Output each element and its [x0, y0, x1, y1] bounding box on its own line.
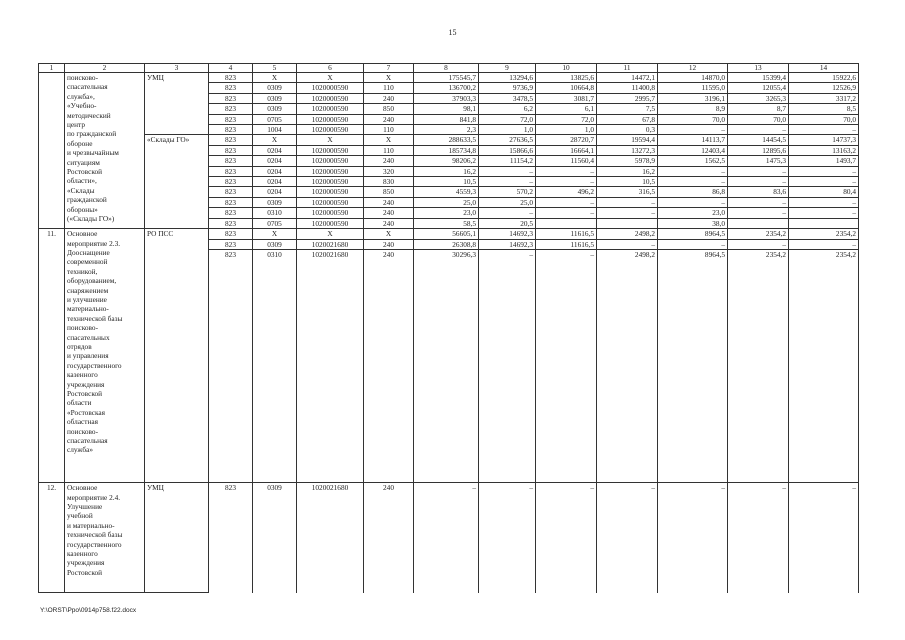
cell-c4: 823: [209, 218, 253, 228]
header-row: [39, 64, 859, 73]
table-row: [39, 249, 859, 482]
cell-c4: 823: [209, 229, 253, 239]
cell-c11: 16,2: [597, 166, 658, 176]
cell-c13: –: [728, 483, 789, 593]
cell-c14: 1493,7: [789, 156, 859, 166]
cell-c6: Х: [297, 73, 364, 83]
cell-c13: 2354,2: [728, 249, 789, 482]
cell-c11: 7,5: [597, 104, 658, 114]
cell-c10: 13825,6: [536, 73, 597, 83]
table-row: [39, 73, 859, 83]
cell-c5: 0309: [253, 197, 297, 207]
cell-c5: 0309: [253, 483, 297, 593]
cell-c14: 80,4: [789, 187, 859, 197]
cell-c9: –: [479, 208, 536, 218]
cell-c5: Х: [253, 73, 297, 83]
cell-c8: 10,5: [414, 177, 479, 187]
cell-c6: 1020000590: [297, 125, 364, 135]
cell-c12: 38,0: [658, 218, 728, 228]
table-row: [39, 187, 859, 197]
cell-c10: 10664,8: [536, 83, 597, 93]
executor: [145, 187, 209, 197]
cell-c11: 2498,2: [597, 229, 658, 239]
cell-c13: –: [728, 125, 789, 135]
footer-file-path: Y:\ORST\Ppo\0914p758.f22.docx: [40, 607, 137, 614]
cell-c6: 1020000590: [297, 218, 364, 228]
cell-c13: 8,7: [728, 104, 789, 114]
cell-c4: 823: [209, 145, 253, 155]
cell-c8: 2,3: [414, 125, 479, 135]
table-row: [39, 83, 859, 93]
cell-c6: 1020000590: [297, 177, 364, 187]
cell-c13: 70,0: [728, 114, 789, 124]
cell-c12: 12403,4: [658, 145, 728, 155]
cell-c5: 0310: [253, 249, 297, 482]
column-number-1: 1: [39, 64, 65, 73]
executor: [145, 156, 209, 166]
budget-table: [38, 63, 859, 593]
cell-c14: –: [789, 197, 859, 207]
cell-c13: –: [728, 166, 789, 176]
table-body: [39, 64, 859, 593]
cell-c12: 3196,1: [658, 93, 728, 103]
cell-c11: –: [597, 197, 658, 207]
cell-c13: 15399,4: [728, 73, 789, 83]
executor: «Склады ГО»: [145, 135, 209, 145]
table-row: [39, 483, 859, 593]
cell-c14: –: [789, 239, 859, 249]
cell-c5: 0309: [253, 83, 297, 93]
cell-c13: 12055,4: [728, 83, 789, 93]
cell-c4: 823: [209, 114, 253, 124]
cell-c5: 0705: [253, 114, 297, 124]
cell-c4: 823: [209, 166, 253, 176]
cell-c12: –: [658, 197, 728, 207]
column-number-12: 12: [658, 64, 728, 73]
cell-c11: –: [597, 239, 658, 249]
column-number-3: 3: [145, 64, 209, 73]
table-row: [39, 208, 859, 218]
cell-c9: 11154,2: [479, 156, 536, 166]
cell-c8: 98206,2: [414, 156, 479, 166]
cell-c13: –: [728, 208, 789, 218]
cell-c5: 0310: [253, 208, 297, 218]
cell-c11: 13272,3: [597, 145, 658, 155]
cell-c4: 823: [209, 239, 253, 249]
column-number-5: 5: [253, 64, 297, 73]
table-row: [39, 93, 859, 103]
executor: [145, 208, 209, 218]
cell-c12: 23,0: [658, 208, 728, 218]
cell-c12: 11595,0: [658, 83, 728, 93]
cell-c10: –: [536, 483, 597, 593]
cell-c14: 12526,9: [789, 83, 859, 93]
cell-c9: –: [479, 249, 536, 482]
cell-c6: 1020000590: [297, 145, 364, 155]
cell-c14: –: [789, 125, 859, 135]
cell-c5: 0204: [253, 177, 297, 187]
cell-c4: 823: [209, 135, 253, 145]
cell-c7: 850: [364, 187, 414, 197]
cell-c11: 0,3: [597, 125, 658, 135]
cell-c8: 37903,3: [414, 93, 479, 103]
cell-c11: 5978,9: [597, 156, 658, 166]
table-row: [39, 177, 859, 187]
cell-c6: Х: [297, 135, 364, 145]
row-number: [39, 73, 65, 229]
cell-c8: 98,1: [414, 104, 479, 114]
cell-c10: 16664,1: [536, 145, 597, 155]
cell-c9: 6,2: [479, 104, 536, 114]
cell-c13: 83,6: [728, 187, 789, 197]
cell-c12: 8964,5: [658, 229, 728, 239]
cell-c11: –: [597, 483, 658, 593]
cell-c5: 0204: [253, 156, 297, 166]
executor: [145, 249, 209, 482]
cell-c11: 2498,2: [597, 249, 658, 482]
executor: [145, 145, 209, 155]
cell-c7: 240: [364, 197, 414, 207]
cell-c11: [597, 218, 658, 228]
cell-c6: 1020000590: [297, 197, 364, 207]
cell-c8: 185734,8: [414, 145, 479, 155]
cell-c6: 1020000590: [297, 114, 364, 124]
table-row: [39, 156, 859, 166]
cell-c8: 30296,3: [414, 249, 479, 482]
cell-c11: 10,5: [597, 177, 658, 187]
executor: УМЦ: [145, 483, 209, 593]
measure-description: поисково- спасательная служба», «Учебно- методический центр по гражданской обороне и чрезвычайным ситуациям Ростовской области», «Склады гражданской обороны» («Склады ГО»): [65, 73, 145, 229]
cell-c8: 136700,2: [414, 83, 479, 93]
cell-c4: 823: [209, 156, 253, 166]
cell-c12: –: [658, 177, 728, 187]
cell-c14: –: [789, 208, 859, 218]
cell-c5: 0705: [253, 218, 297, 228]
executor: УМЦ: [145, 73, 209, 83]
cell-c11: –: [597, 208, 658, 218]
cell-c7: Х: [364, 135, 414, 145]
cell-c12: 86,8: [658, 187, 728, 197]
cell-c13: –: [728, 177, 789, 187]
cell-c6: 1020000590: [297, 156, 364, 166]
cell-c7: 110: [364, 83, 414, 93]
cell-c10: 1,0: [536, 125, 597, 135]
cell-c8: –: [414, 483, 479, 593]
executor: РО ПСС: [145, 229, 209, 239]
cell-c11: 11400,8: [597, 83, 658, 93]
cell-c10: –: [536, 197, 597, 207]
cell-c12: 8964,5: [658, 249, 728, 482]
cell-c10: 11560,4: [536, 156, 597, 166]
executor: [145, 93, 209, 103]
cell-c5: 0204: [253, 145, 297, 155]
column-number-6: 6: [297, 64, 364, 73]
cell-c12: 14113,7: [658, 135, 728, 145]
cell-c4: 823: [209, 483, 253, 593]
cell-c11: 2995,7: [597, 93, 658, 103]
cell-c9: 13294,6: [479, 73, 536, 83]
cell-c12: 70,0: [658, 114, 728, 124]
cell-c14: 2354,2: [789, 229, 859, 239]
column-number-7: 7: [364, 64, 414, 73]
cell-c7: 830: [364, 177, 414, 187]
cell-c8: 288633,5: [414, 135, 479, 145]
cell-c14: –: [789, 177, 859, 187]
cell-c9: –: [479, 166, 536, 176]
cell-c13: 12895,6: [728, 145, 789, 155]
cell-c14: 2354,2: [789, 249, 859, 482]
cell-c7: 110: [364, 125, 414, 135]
cell-c12: –: [658, 239, 728, 249]
cell-c13: –: [728, 239, 789, 249]
cell-c14: 70,0: [789, 114, 859, 124]
cell-c12: –: [658, 125, 728, 135]
measure-description: Основное мероприятие 2.3. Дооснащение современной техникой, оборудованием, снаряжением и улучшение материально- технической базы поисково- спасательных отрядов и управления государственного казенного учреждения Ростовской области «Ростовская областная поисково- спасательная служба»: [65, 229, 145, 483]
cell-c7: 320: [364, 166, 414, 176]
cell-c4: 823: [209, 125, 253, 135]
cell-c9: 570,2: [479, 187, 536, 197]
cell-c13: 14454,5: [728, 135, 789, 145]
cell-c12: 14870,0: [658, 73, 728, 83]
cell-c14: [789, 218, 859, 228]
column-number-8: 8: [414, 64, 479, 73]
cell-c10: 3081,7: [536, 93, 597, 103]
cell-c10: –: [536, 166, 597, 176]
cell-c9: 25,0: [479, 197, 536, 207]
cell-c9: 9736,9: [479, 83, 536, 93]
cell-c5: 0309: [253, 93, 297, 103]
table-row: [39, 197, 859, 207]
cell-c9: –: [479, 177, 536, 187]
table-row: [39, 218, 859, 228]
cell-c8: 841,8: [414, 114, 479, 124]
cell-c5: 0309: [253, 239, 297, 249]
cell-c4: 823: [209, 83, 253, 93]
cell-c7: 240: [364, 208, 414, 218]
cell-c7: Х: [364, 229, 414, 239]
table-row: [39, 229, 859, 239]
cell-c4: 823: [209, 208, 253, 218]
cell-c10: –: [536, 208, 597, 218]
cell-c8: 26308,8: [414, 239, 479, 249]
column-number-10: 10: [536, 64, 597, 73]
cell-c14: 15922,6: [789, 73, 859, 83]
cell-c9: 14692,3: [479, 229, 536, 239]
cell-c4: 823: [209, 73, 253, 83]
cell-c9: 1,0: [479, 125, 536, 135]
cell-c10: 72,0: [536, 114, 597, 124]
cell-c12: –: [658, 166, 728, 176]
cell-c12: 1562,5: [658, 156, 728, 166]
measure-description: Основное мероприятие 2.4. Улучшение учебной и материально- технической базы государственного казенного учреждения Ростовской: [65, 483, 145, 593]
cell-c11: 19594,4: [597, 135, 658, 145]
cell-c10: –: [536, 177, 597, 187]
cell-c8: 25,0: [414, 197, 479, 207]
cell-c14: 8,5: [789, 104, 859, 114]
cell-c4: 823: [209, 93, 253, 103]
cell-c5: 0204: [253, 187, 297, 197]
cell-c8: 175545,7: [414, 73, 479, 83]
cell-c10: 496,2: [536, 187, 597, 197]
table-row: [39, 114, 859, 124]
cell-c13: –: [728, 197, 789, 207]
cell-c12: –: [658, 483, 728, 593]
executor: [145, 239, 209, 249]
column-number-13: 13: [728, 64, 789, 73]
cell-c6: 1020000590: [297, 166, 364, 176]
cell-c5: Х: [253, 135, 297, 145]
cell-c7: 240: [364, 218, 414, 228]
cell-c10: 6,1: [536, 104, 597, 114]
column-number-9: 9: [479, 64, 536, 73]
column-number-4: 4: [209, 64, 253, 73]
cell-c9: 20,5: [479, 218, 536, 228]
cell-c12: 8,9: [658, 104, 728, 114]
executor: [145, 83, 209, 93]
executor: [145, 177, 209, 187]
cell-c4: 823: [209, 197, 253, 207]
cell-c7: 240: [364, 93, 414, 103]
row-number: 12.: [39, 483, 65, 593]
cell-c6: 1020021680: [297, 483, 364, 593]
cell-c13: [728, 218, 789, 228]
cell-c7: 240: [364, 483, 414, 593]
column-number-2: 2: [65, 64, 145, 73]
cell-c7: 240: [364, 249, 414, 482]
column-number-14: 14: [789, 64, 859, 73]
executor: [145, 104, 209, 114]
cell-c13: 1475,3: [728, 156, 789, 166]
cell-c9: 72,0: [479, 114, 536, 124]
table-row: [39, 135, 859, 145]
executor: [145, 125, 209, 135]
cell-c7: 240: [364, 156, 414, 166]
row-number: 11.: [39, 229, 65, 483]
cell-c6: 1020021680: [297, 249, 364, 482]
cell-c8: 16,2: [414, 166, 479, 176]
cell-c4: 823: [209, 249, 253, 482]
cell-c9: 14692,3: [479, 239, 536, 249]
cell-c14: –: [789, 483, 859, 593]
cell-c11: 67,8: [597, 114, 658, 124]
cell-c9: –: [479, 483, 536, 593]
cell-c10: [536, 218, 597, 228]
cell-c7: 850: [364, 104, 414, 114]
cell-c6: 1020000590: [297, 93, 364, 103]
cell-c7: 110: [364, 145, 414, 155]
cell-c4: 823: [209, 177, 253, 187]
cell-c9: 27636,5: [479, 135, 536, 145]
column-number-11: 11: [597, 64, 658, 73]
cell-c8: 4559,3: [414, 187, 479, 197]
cell-c8: 58,5: [414, 218, 479, 228]
cell-c5: Х: [253, 229, 297, 239]
cell-c14: 14737,3: [789, 135, 859, 145]
cell-c6: 1020021680: [297, 239, 364, 249]
cell-c5: 0204: [253, 166, 297, 176]
cell-c11: 14472,1: [597, 73, 658, 83]
cell-c14: –: [789, 166, 859, 176]
cell-c6: Х: [297, 229, 364, 239]
cell-c14: 13163,2: [789, 145, 859, 155]
executor: [145, 114, 209, 124]
cell-c13: 3265,3: [728, 93, 789, 103]
cell-c7: 240: [364, 114, 414, 124]
cell-c7: 240: [364, 239, 414, 249]
table-row: [39, 166, 859, 176]
cell-c4: 823: [209, 187, 253, 197]
cell-c10: 11616,5: [536, 239, 597, 249]
cell-c4: 823: [209, 104, 253, 114]
cell-c9: 15866,6: [479, 145, 536, 155]
cell-c8: 23,0: [414, 208, 479, 218]
cell-c14: 3317,2: [789, 93, 859, 103]
cell-c10: 11616,5: [536, 229, 597, 239]
cell-c10: –: [536, 249, 597, 482]
page-number: 15: [448, 28, 457, 37]
cell-c13: 2354,2: [728, 229, 789, 239]
executor: [145, 218, 209, 228]
executor: [145, 166, 209, 176]
cell-c10: 28720,7: [536, 135, 597, 145]
cell-c6: 1020000590: [297, 104, 364, 114]
cell-c5: 1004: [253, 125, 297, 135]
cell-c6: 1020000590: [297, 83, 364, 93]
table-row: [39, 145, 859, 155]
cell-c11: 316,5: [597, 187, 658, 197]
cell-c9: 3478,5: [479, 93, 536, 103]
table-row: [39, 104, 859, 114]
cell-c5: 0309: [253, 104, 297, 114]
table-row: [39, 125, 859, 135]
cell-c8: 56605,1: [414, 229, 479, 239]
cell-c7: Х: [364, 73, 414, 83]
cell-c6: 1020000590: [297, 208, 364, 218]
executor: [145, 197, 209, 207]
table-row: [39, 239, 859, 249]
cell-c6: 1020000590: [297, 187, 364, 197]
